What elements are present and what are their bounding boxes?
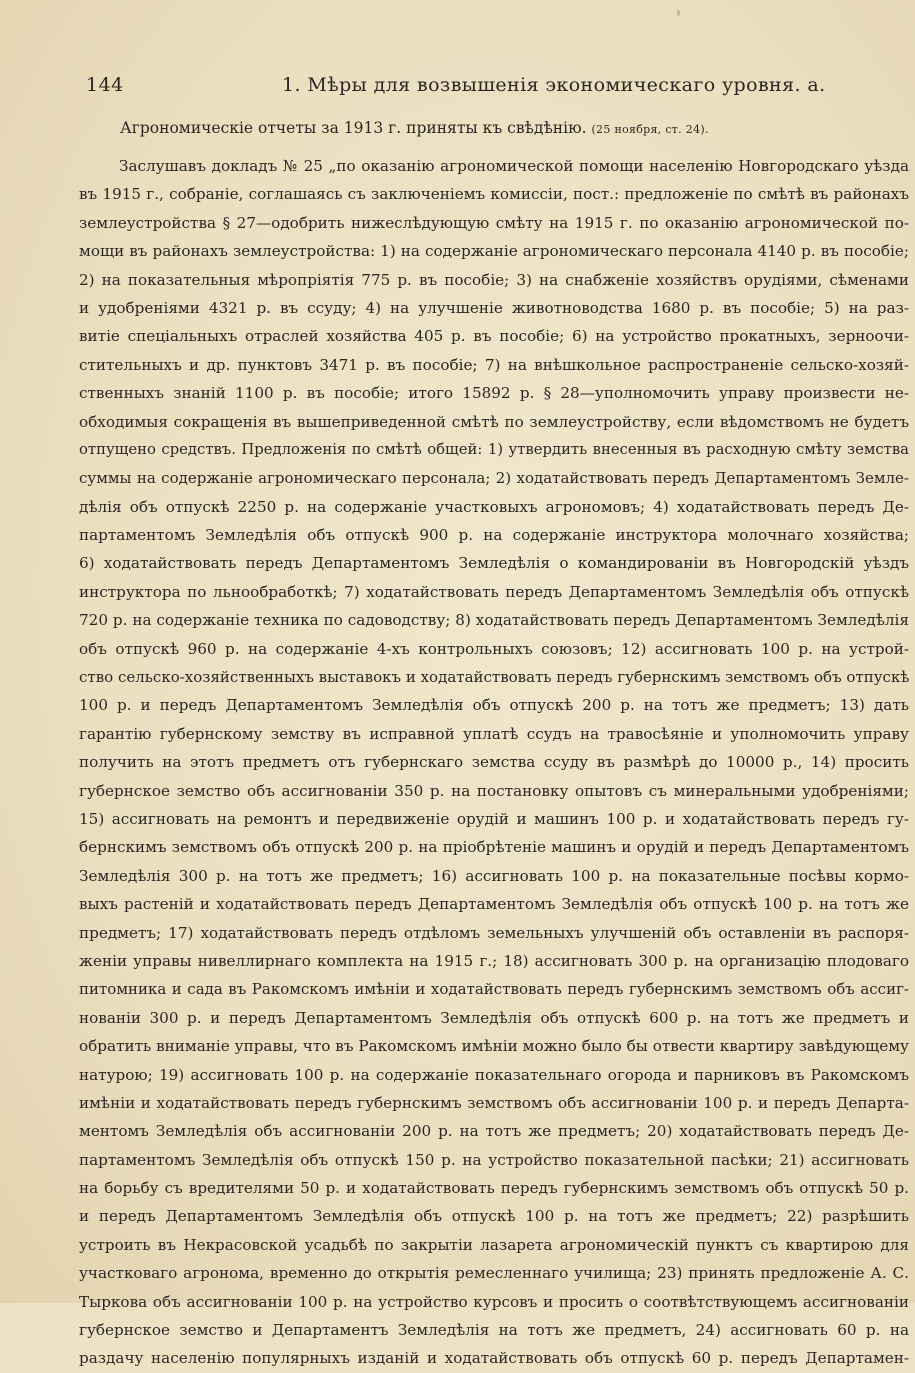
text-line: раздачу населенію популярныхъ изданій и ходатайствовать объ отпускѣ 60 р. передъ Департамен-: [79, 1349, 909, 1368]
text-line: женіи управы нивеллирнаго комплекта на 1915 г.; 18) ассигновать 300 р. на организацію плодоваго: [79, 951, 909, 970]
page-number: 144: [86, 74, 124, 96]
text-line: суммы на содержаніе агрономическаго персонала; 2) ходатайствовать передъ Департаментомъ Земле-: [79, 469, 909, 488]
text-line: 720 р. на содержаніе техника по садоводству; 8) ходатайствовать передъ Департаментомъ Земледѣлія: [79, 611, 909, 630]
text-line: гарантію губернскому земству въ исправной уплатѣ ссудъ на травосѣяніе и уполномочить управу: [79, 724, 909, 743]
text-line: обходимыя сокращенія въ вышеприведенной смѣтѣ по землеустройству, если вѣдомствомъ не будетъ: [79, 412, 909, 431]
running-head: 1. Мѣры для возвышенія экономическаго уровня. а.: [282, 74, 826, 96]
text-line: на борьбу съ вредителями 50 р. и ходатайствовать передъ губернскимъ земствомъ объ отпускѣ 50 р.: [79, 1179, 909, 1198]
text-line: витіе спеціальныхъ отраслей хозяйства 405 р. въ пособіе; 6) на устройство прокатныхъ, зерноочи-: [79, 327, 909, 346]
body-paragraph: [79, 152, 909, 1373]
text-line: ментомъ Земледѣлія объ ассигнованіи 200 р. на тотъ же предметъ; 20) ходатайствовать передъ Де-: [79, 1122, 909, 1141]
text-line: мощи въ районахъ землеустройства: 1) на содержаніе агрономическаго персонала 4140 р. въ пособіе;: [79, 242, 909, 261]
text-line: партаментомъ Земледѣлія объ отпускѣ 900 р. на содержаніе инструктора молочнаго хозяйства;: [79, 526, 909, 545]
text-line: дѣлія объ отпускѣ 2250 р. на содержаніе участковыхъ агрономовъ; 4) ходатайствовать передъ Де-: [79, 497, 909, 516]
text-line: бернскимъ земствомъ объ отпускѣ 200 р. на пріобрѣтеніе машинъ и орудій и передъ Департаментомъ: [79, 838, 909, 857]
text-line: губернское земство и Департаментъ Земледѣлія на тотъ же предметъ, 24) ассигновать 60 р. на: [79, 1321, 909, 1340]
text-line: стительныхъ и др. пунктовъ 3471 р. въ пособіе; 7) на внѣшкольное распространеніе сельско-хозяй-: [79, 355, 909, 374]
text-line: получить на этотъ предметъ отъ губернскаго земства ссуду въ размѣрѣ до 10000 р., 14) просить: [79, 753, 909, 772]
text-line: землеустройства § 27—одобрить нижеслѣдующую смѣту на 1915 г. по оказанію агрономической по-: [79, 213, 909, 232]
text-line: ство сельско-хозяйственныхъ выставокъ и ходатайствовать передъ губернскимъ земствомъ объ отпускѣ: [79, 668, 910, 687]
text-line: 6) ходатайствовать передъ Департаментомъ Земледѣлія о командированіи въ Новгородскій уѣздъ: [79, 554, 909, 573]
text-line: натурою; 19) ассигновать 100 р. на содержаніе показательнаго огорода и парниковъ въ Ракомскомъ: [79, 1065, 909, 1084]
text-line: и передъ Департаментомъ Земледѣлія объ отпускѣ 100 р. на тотъ же предметъ; 22) разрѣшить: [79, 1207, 909, 1226]
text-line: ственныхъ знаній 1100 р. въ пособіе; итого 15892 р. § 28—уполномочить управу произвести не-: [79, 384, 909, 403]
text-line: Тыркова объ ассигнованіи 100 р. на устройство курсовъ и просить о соотвѣтствующемъ ассигнованіи: [79, 1292, 909, 1311]
text-line: имѣніи и ходатайствовать передъ губернскимъ земствомъ объ ассигнованіи 100 р. и передъ Департа-: [79, 1093, 909, 1112]
paper-speck: [677, 10, 680, 16]
text-line: губернское земство объ ассигнованіи 350 р. на постановку опытовъ съ минеральными удобреніями;: [79, 781, 909, 800]
text-line: 15) ассигновать на ремонтъ и передвиженіе орудій и машинъ 100 р. и ходатайствовать передъ гу-: [79, 809, 909, 828]
text-line: участковаго агронома, временно до открытія ремесленнаго училища; 23) принять предложеніе А. С.: [79, 1264, 909, 1283]
text-line: Земледѣлія 300 р. на тотъ же предметъ; 16) ассигновать 100 р. на показательные посѣвы кормо-: [79, 866, 909, 885]
text-line: выхъ растеній и ходатайствовать передъ Департаментомъ Земледѣлія объ отпускѣ 100 р. на тотъ же: [79, 895, 909, 914]
text-line: объ отпускѣ 960 р. на содержаніе 4-хъ контрольныхъ союзовъ; 12) ассигновать 100 р. на устрой-: [79, 639, 909, 658]
text-line: инструктора по льнообработкѣ; 7) ходатайствовать передъ Департаментомъ Земледѣлія объ отпускѣ: [79, 582, 909, 601]
text-line: устроить въ Некрасовской усадьбѣ по закрытіи лазарета агрономическій пунктъ съ квартирою для: [79, 1235, 909, 1254]
note-text: Агрономическіе отчеты за 1913 г. приняты къ свѣдѣнію.: [120, 119, 587, 137]
text-line: обратить вниманіе управы, что въ Ракомскомъ имѣніи можно было бы отвести квартиру завѣдующему: [79, 1037, 909, 1056]
text-line: нованіи 300 р. и передъ Департаментомъ Земледѣлія объ отпускѣ 600 р. на тотъ же предметъ и: [79, 1008, 909, 1027]
text-line: въ 1915 г., собраніе, соглашаясь съ заключеніемъ комиссіи, пост.: предложеніе по смѣтѣ въ районахъ: [79, 185, 909, 204]
text-line: 100 р. и передъ Департаментомъ Земледѣлія объ отпускѣ 200 р. на тотъ же предметъ; 13) дать: [79, 696, 909, 715]
text-line: и удобреніями 4321 р. въ ссуду; 4) на улучшеніе животноводства 1680 р. въ пособіе; 5) на раз-: [79, 298, 909, 317]
text-line: отпущено средствъ. Предложенія по смѣтѣ общей: 1) утвердить внесенныя въ расходную смѣту земства: [79, 440, 909, 458]
text-line: Заслушавъ докладъ № 25 „по оказанію агрономической помощи населенію Новгородскаго уѣзда: [119, 157, 909, 175]
text-line: 2) на показательныя мѣропріятія 775 р. въ пособіе; 3) на снабженіе хозяйствъ орудіями, сѣменами: [79, 270, 909, 289]
note-line: [120, 117, 709, 141]
note-reference: (25 ноября, ст. 24).: [591, 123, 709, 136]
text-line: питомника и сада въ Ракомскомъ имѣніи и ходатайствовать передъ губернскимъ земствомъ объ ассиг-: [79, 980, 909, 999]
page-header: [82, 74, 832, 100]
text-line: партаментомъ Земледѣлія объ отпускѣ 150 р. на устройство показательной пасѣки; 21) ассигновать: [79, 1150, 909, 1169]
text-line: предметъ; 17) ходатайствовать передъ отдѣломъ земельныхъ улучшеній объ оставленіи въ распоря-: [79, 923, 909, 942]
